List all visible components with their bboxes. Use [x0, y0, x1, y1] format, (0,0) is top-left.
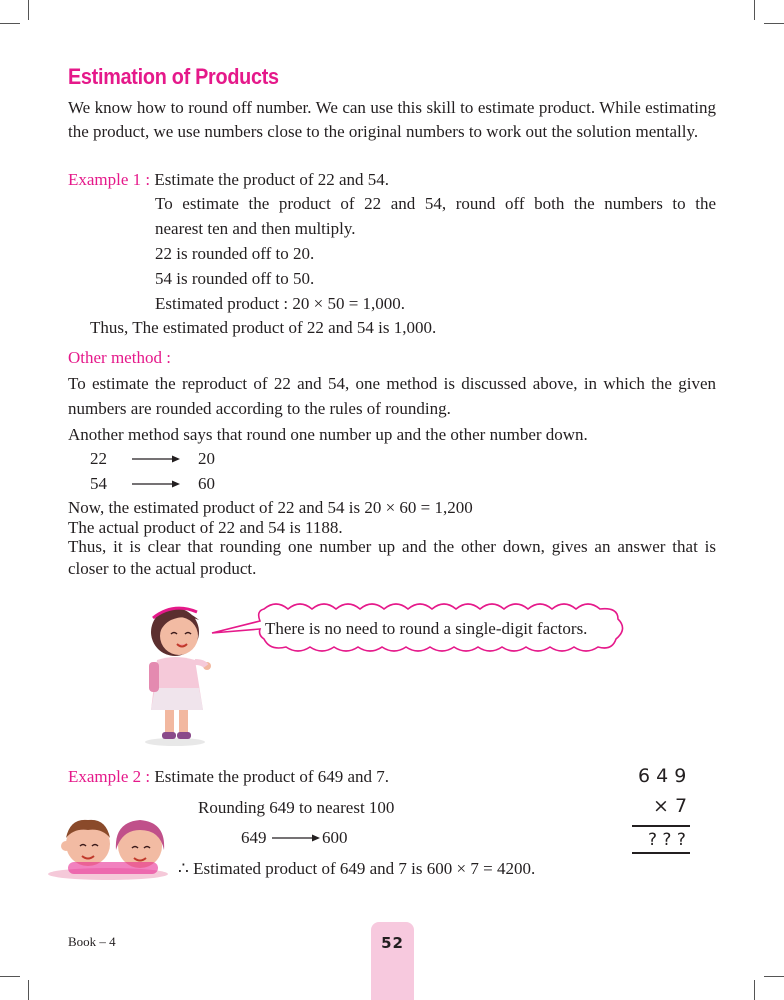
crop-mark [764, 976, 784, 977]
book-label: Book – 4 [68, 934, 116, 949]
rounding-from-value: 22 [90, 449, 107, 468]
crop-mark [28, 980, 29, 1000]
example-2-heading [68, 765, 389, 789]
rounding-to-value: 60 [198, 474, 215, 493]
other-method-line: The actual product of 22 and 54 is 1188. [68, 518, 343, 537]
multiplication-rule [632, 852, 690, 854]
example-2-from-value: 649 [241, 828, 267, 847]
multiplication-answer: ? ? ? [648, 830, 686, 850]
other-method-paragraph: Another method says that round one number up and the other number down. [68, 425, 588, 444]
crop-mark [754, 980, 755, 1000]
page-number: 52 [381, 934, 404, 952]
example-2-question: Estimate the product of 649 and 7. [154, 767, 390, 786]
example-1-line: Estimated product : 20 × 50 = 1,000. [155, 294, 406, 313]
crop-mark [0, 23, 20, 24]
kids-illustration [38, 808, 178, 880]
right-arrow-icon [132, 479, 180, 489]
multiplication-bottom: × 7 [653, 795, 688, 817]
example-2-line: Rounding 649 to nearest 100 [198, 798, 395, 817]
crop-mark [754, 0, 755, 20]
example-2-result: ∴ Estimated product of 649 and 7 is 600 × 7 = 4200. [178, 859, 536, 878]
speech-bubble-text: There is no need to round a single-digit factors. [265, 619, 588, 638]
intro-paragraph: We know how to round off number. We can use this skill to estimate product. While estimating the product, we use numbers close to the original numbers to work out the solution mentally. [68, 98, 716, 141]
example-1-label: Example 1 : [68, 170, 151, 189]
crop-mark [0, 976, 20, 977]
example-1-line: To estimate the product of 22 and 54, round off both the numbers to the [155, 194, 716, 213]
other-method-label: Other method : [68, 348, 171, 367]
example-1-line: nearest ten and then multiply. [155, 219, 356, 238]
example-1-conclusion: Thus, The estimated product of 22 and 54 is 1,000. [90, 318, 437, 337]
multiplication-top: 6 4 9 [638, 765, 687, 787]
example-1-line: 22 is rounded off to 20. [155, 244, 315, 263]
crop-mark [764, 23, 784, 24]
crop-mark [28, 0, 29, 20]
example-1-line: 54 is rounded off to 50. [155, 269, 315, 288]
example-1-heading [68, 168, 389, 192]
page-title: Estimation of Products [68, 64, 279, 89]
example-2-to-value: 600 [322, 828, 348, 847]
right-arrow-icon [132, 454, 180, 464]
right-arrow-icon [272, 833, 320, 843]
example-2-label: Example 2 : [68, 767, 151, 786]
example-1-question: Estimate the product of 22 and 54. [154, 170, 390, 189]
other-method-line: Now, the estimated product of 22 and 54 is 20 × 60 = 1,200 [68, 498, 473, 517]
multiplication-rule [632, 825, 690, 827]
other-method-conclusion: Thus, it is clear that rounding one number up and the other down, gives an answer that is closer to the actual product. [68, 537, 716, 578]
other-method-paragraph: To estimate the reproduct of 22 and 54, one method is discussed above, in which the given numbers are rounded according to the rules of rounding. [68, 374, 716, 418]
rounding-from-value: 54 [90, 474, 107, 493]
rounding-to-value: 20 [198, 449, 215, 468]
